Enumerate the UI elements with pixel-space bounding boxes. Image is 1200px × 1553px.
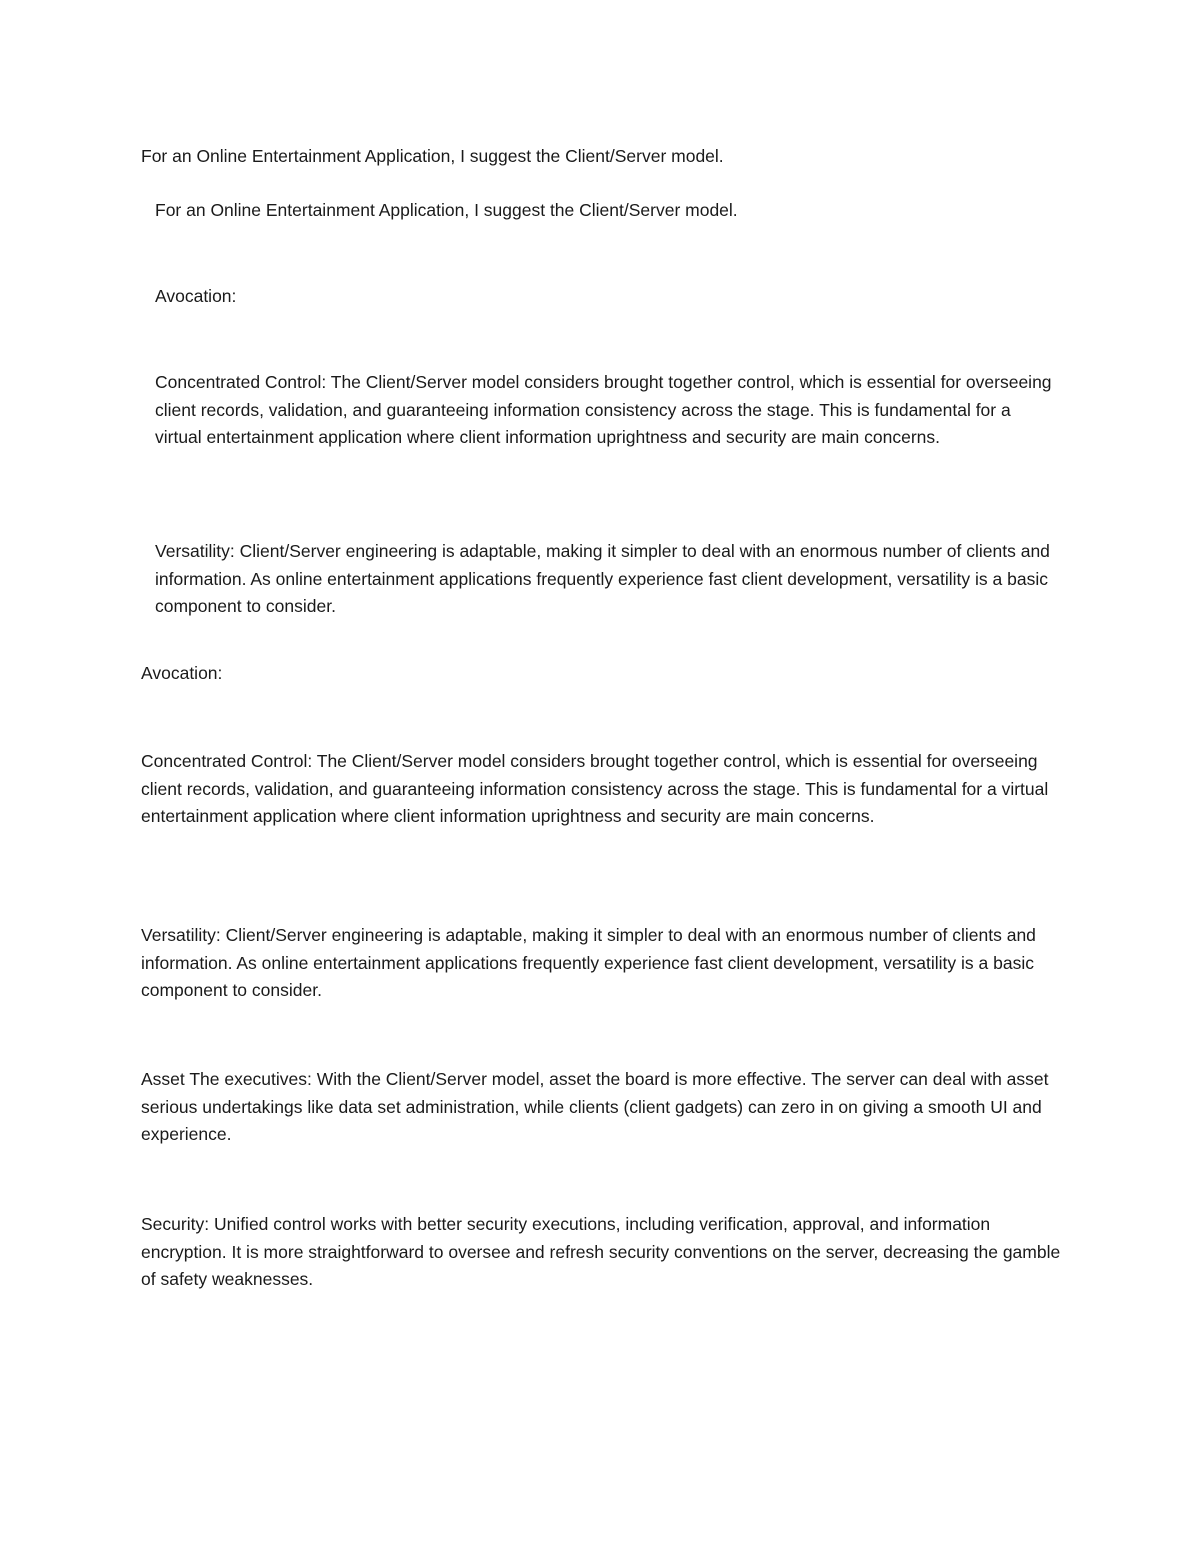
quoted-versatility-paragraph: Versatility: Client/Server engineering is adaptable, making it simpler to deal with an enormous number of clients and information. As online entertainment applications frequently experience fast client development, versatility is a basic component to consider. <box>155 541 1050 616</box>
quoted-avocation-heading: Avocation: <box>155 286 237 306</box>
quoted-control-paragraph: Concentrated Control: The Client/Server model considers brought together control, which is essential for overseeing client records, validation, and guaranteeing information consistency across the stage. This is fundamental for a virtual entertainment application where client information uprightness and security are main concerns. <box>155 372 1052 447</box>
intro-paragraph: For an Online Entertainment Application, I suggest the Client/Server model. <box>141 146 724 166</box>
asset-paragraph: Asset The executives: With the Client/Server model, asset the board is more effective. The server can deal with asset serious undertakings like data set administration, while clients (client gadgets) can zero in on giving a smooth UI and experience. <box>141 1069 1049 1144</box>
versatility-paragraph: Versatility: Client/Server engineering is adaptable, making it simpler to deal with an enormous number of clients and information. As online entertainment applications frequently experience fast client development, versatility is a basic component to consider. <box>141 925 1036 1000</box>
quoted-intro-paragraph: For an Online Entertainment Application, I suggest the Client/Server model. <box>155 200 738 220</box>
security-paragraph: Security: Unified control works with better security executions, including verification, approval, and information encryption. It is more straightforward to oversee and refresh security conventions on the server, decreasing the gamble of safety weaknesses. <box>141 1214 1061 1289</box>
control-paragraph: Concentrated Control: The Client/Server model considers brought together control, which is essential for overseeing client records, validation, and guaranteeing information consistency across the stage. This is fundamental for a virtual entertainment application where client information uprightness and security are main concerns. <box>141 751 1049 826</box>
avocation-heading: Avocation: <box>141 663 223 683</box>
